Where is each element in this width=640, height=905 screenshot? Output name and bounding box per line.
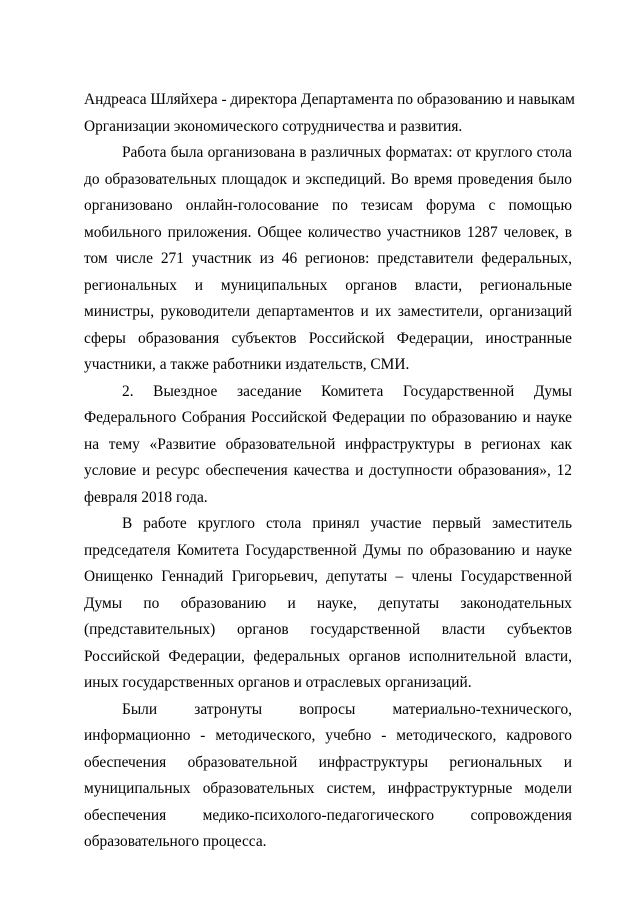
text-line: до образовательных площадок и экспедиций. Во время проведения было (84, 170, 572, 188)
text-line: Онищенко Геннадий Григорьевич, депутаты – члены Государственной (84, 568, 572, 585)
document-page (84, 87, 575, 856)
text-line: иных государственных органов и отраслевых организаций. (84, 674, 472, 691)
text-line: февраля 2018 года. (84, 488, 208, 506)
text-line: образовательного процесса. (84, 833, 267, 850)
text-line: обеспечения образовательной инфраструктуры региональных и (84, 753, 572, 771)
text-line: участники, а также работники издательств, СМИ. (84, 356, 410, 373)
text-line: сферы образования субъектов Российской Федерации, иностранные (84, 329, 572, 347)
text-line: Были затронуты вопросы материально-технического, (122, 700, 572, 718)
text-line: Андреаса Шляйхера - директора Департамента по образованию и навыкам (84, 91, 575, 108)
text-line: Федерального Собрания Российской Федерации по образованию и науке (84, 409, 572, 426)
text-line: организовано онлайн-голосование по тезисам форума с помощью (84, 197, 572, 214)
text-line: (представительных) органов государственной власти субъектов (84, 621, 572, 638)
text-line: В работе круглого стола принял участие первый заместитель (122, 515, 572, 532)
text-line: министры, руководители департаментов и их заместители, организаций (84, 303, 572, 320)
text-line: условие и ресурс обеспечения качества и доступности образования», 12 (84, 462, 572, 479)
text-line: на тему «Развитие образовательной инфраструктуры в регионах как (84, 435, 572, 453)
text-line: информационно - методического, учебно - методического, кадрового (84, 727, 572, 744)
text-line: региональных и муниципальных органов власти, региональные (84, 276, 572, 294)
text-line: Работа была организована в различных форматах: от круглого стола (122, 144, 572, 161)
text-line: Думы по образованию и науке, депутаты законодательных (84, 594, 572, 612)
text-line: обеспечения медико-психолого-педагогического сопровождения (84, 806, 572, 824)
text-line: 2. Выездное заседание Комитета Государственной Думы (122, 382, 572, 400)
text-line: председателя Комитета Государственной Думы по образованию и науке (84, 541, 572, 559)
text-line: Российской Федерации, федеральных органов исполнительной власти, (84, 647, 572, 665)
text-line: муниципальных образовательных систем, инфраструктурные модели (84, 780, 572, 797)
text-line: том числе 271 участник из 46 регионов: представители федеральных, (84, 250, 572, 267)
text-line: мобильного приложения. Общее количество участников 1287 человек, в (84, 223, 572, 241)
text-line: Организации экономического сотрудничества и развития. (84, 117, 463, 135)
